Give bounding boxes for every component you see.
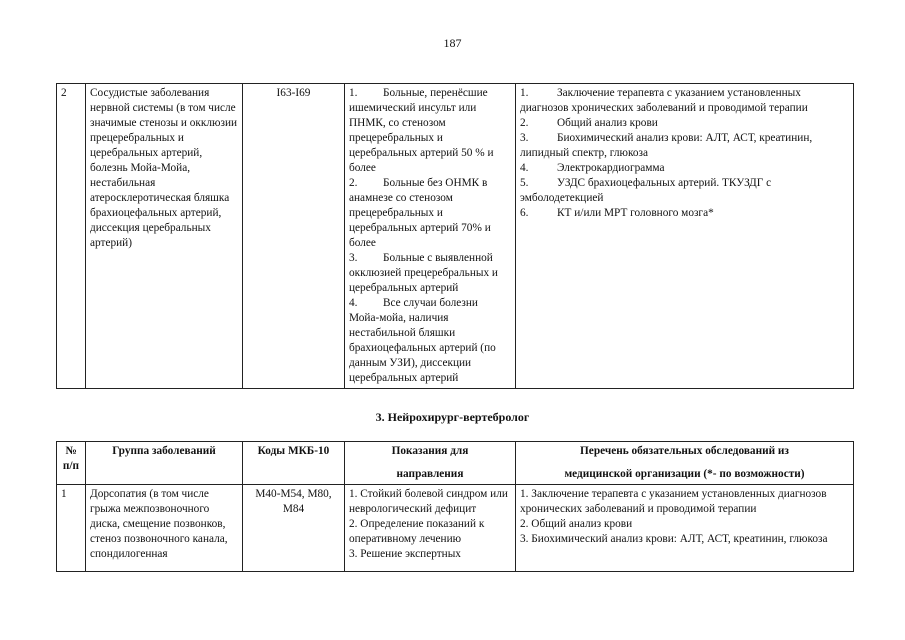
list-item: 1. Больные, перенёсшие ишемический инсульт или ПНМК, со стенозом прецеребральных и церебральных артерий 50 % и более: [349, 87, 494, 174]
list-item: 3. Биохимический анализ крови: АЛТ, АСТ, креатинин, липидный спектр, глюкоза: [520, 132, 813, 159]
list-item: 4. Электрокардиограмма: [520, 162, 665, 174]
list-item: 4. Все случаи болезни Мойа-мойа, наличия нестабильной бляшки брахиоцефальных артерий (по данным УЗИ), диссекции церебральных артерий: [349, 297, 496, 384]
list-item: 6. КТ и/или МРТ головного мозга*: [520, 207, 714, 219]
table-header-row: [57, 442, 854, 485]
section-title: 3. Нейрохирург-вертебролог: [375, 410, 530, 424]
list-item: 2. Определение показаний к оперативному лечению: [349, 518, 485, 545]
list-item: 3. Биохимический анализ крови: АЛТ, АСТ, креатинин, глюкоза: [520, 533, 828, 545]
list-item: 2. Общий анализ крови: [520, 518, 633, 530]
disease-group: Сосудистые заболевания нервной системы (в том числе значимые стенозы и окклюзии прецеребральных и церебральных артерий, болезнь Мойа-Мойа, нестабильная атеросклеротическая бляшка брахиоцефальных артерий, диссекция церебральных артерий): [86, 84, 243, 389]
indications-cell: [345, 84, 516, 389]
table-row: [57, 485, 854, 572]
page-number: 187: [443, 36, 462, 50]
disease-group: Дорсопатия (в том числе грыжа межпозвоночного диска, смещение позвонков, стеноз позвоночного канала, спондилогенная: [86, 485, 243, 572]
icd-codes: М40-М54, М80, М84: [243, 485, 345, 572]
exams-cell: [516, 485, 854, 572]
referral-table-neurosurgeon: [56, 441, 854, 572]
header-number: № п/п: [57, 442, 86, 485]
row-number: 1: [57, 485, 86, 572]
header-exams: Перечень обязательных обследований из медицинской организации (*- по возможности): [516, 442, 854, 485]
list-item: 2. Общий анализ крови: [520, 117, 658, 129]
header-group: Группа заболеваний: [86, 442, 243, 485]
list-item: 5. УЗДС брахиоцефальных артерий. ТКУЗДГ с эмболодетекцией: [520, 177, 772, 204]
list-item: 1. Стойкий болевой синдром или неврологический дефицит: [349, 488, 508, 515]
indications-cell: [345, 485, 516, 572]
list-item: 1. Заключение терапевта с указанием установленных диагнозов хронических заболеваний и проводимой терапии: [520, 488, 827, 515]
list-item: 3. Больные с выявленной окклюзией прецеребральных и церебральных артерий: [349, 252, 498, 294]
icd-codes: I63-I69: [243, 84, 345, 389]
exams-cell: [516, 84, 854, 389]
list-item: 3. Решение экспертных: [349, 548, 461, 560]
row-number: 2: [57, 84, 86, 389]
header-codes: Коды МКБ-10: [243, 442, 345, 485]
table-row: [57, 84, 854, 389]
referral-table-neurology: [56, 83, 854, 389]
list-item: 2. Больные без ОНМК в анамнезе со стенозом прецеребральных и церебральных артерий 70% и более: [349, 177, 491, 249]
list-item: 1. Заключение терапевта с указанием установленных диагнозов хронических заболеваний и проводимой терапии: [520, 87, 808, 114]
header-indications: Показания для направления: [345, 442, 516, 485]
